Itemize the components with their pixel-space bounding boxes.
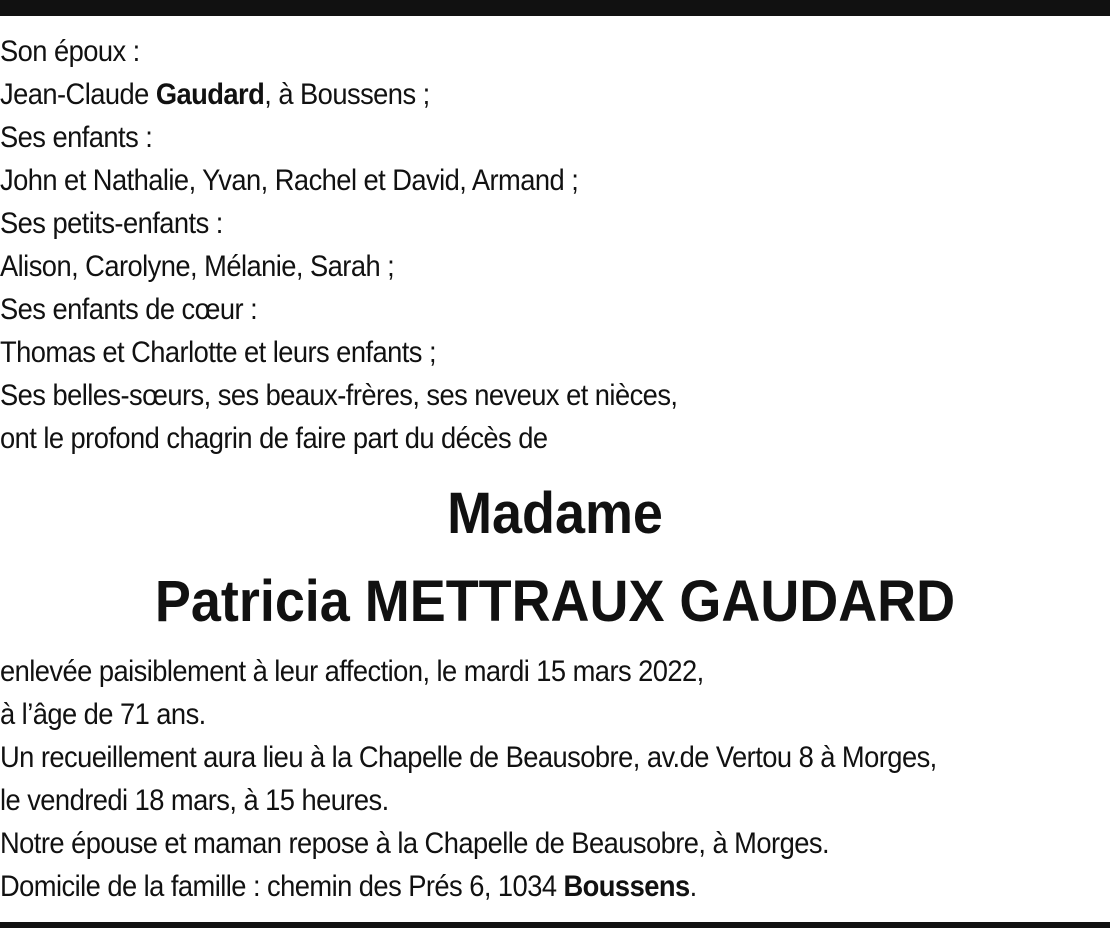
text-segment: Ses petits-enfants : (0, 207, 223, 240)
deceased-name-heading: Patricia METTRAUX GAUDARD (154, 569, 956, 634)
text-line (0, 736, 1010, 779)
text-line (0, 693, 1010, 736)
text-segment: Domicile de la famille : chemin des Prés 6, 1034 (0, 870, 564, 903)
text-line (0, 202, 1010, 245)
bold-text: Boussens (563, 870, 690, 903)
text-segment: enlevée paisiblement à leur affection, le mardi 15 mars 2022, (0, 655, 704, 688)
text-segment: Ses belles-sœurs, ses beaux-frères, ses neveux et nièces, (0, 379, 678, 412)
text-line (0, 30, 1010, 73)
text-segment: Notre épouse et maman repose à la Chapelle de Beausobre, à Morges. (0, 827, 829, 860)
text-line (0, 822, 1010, 865)
text-segment: à l’âge de 71 ans. (0, 698, 206, 731)
text-line (0, 374, 1010, 417)
text-segment: Son époux : (0, 35, 140, 68)
text-segment: John et Nathalie, Yvan, Rachel et David, Armand ; (0, 164, 579, 197)
text-line (0, 417, 1010, 460)
text-segment: Thomas et Charlotte et leurs enfants ; (0, 336, 437, 369)
text-segment: , à Boussens ; (264, 78, 430, 111)
text-segment: Ses enfants : (0, 121, 153, 154)
text-segment: Jean-Claude (0, 78, 156, 111)
funeral-details (0, 650, 1110, 908)
text-line (0, 331, 1010, 374)
text-line (0, 116, 1010, 159)
text-line (0, 73, 1010, 116)
text-segment: Alison, Carolyne, Mélanie, Sarah ; (0, 250, 395, 283)
text-segment: ont le profond chagrin de faire part du décès de (0, 422, 548, 455)
text-line (0, 159, 1010, 202)
bottom-border-rule (0, 922, 1110, 928)
text-segment: . (689, 870, 697, 903)
text-line (0, 779, 1010, 822)
family-announcement (0, 30, 1110, 460)
text-line (0, 865, 1010, 908)
bold-text: Gaudard (155, 78, 265, 111)
text-segment: Un recueillement aura lieu à la Chapelle de Beausobre, av.de Vertou 8 à Morges, (0, 741, 937, 774)
text-line (0, 650, 1010, 693)
top-border-rule (0, 0, 1110, 16)
text-line (0, 288, 1010, 331)
text-line (0, 245, 1010, 288)
honorific-heading: Madame (447, 481, 663, 546)
text-segment: Ses enfants de cœur : (0, 293, 258, 326)
text-segment: le vendredi 18 mars, à 15 heures. (0, 784, 389, 817)
